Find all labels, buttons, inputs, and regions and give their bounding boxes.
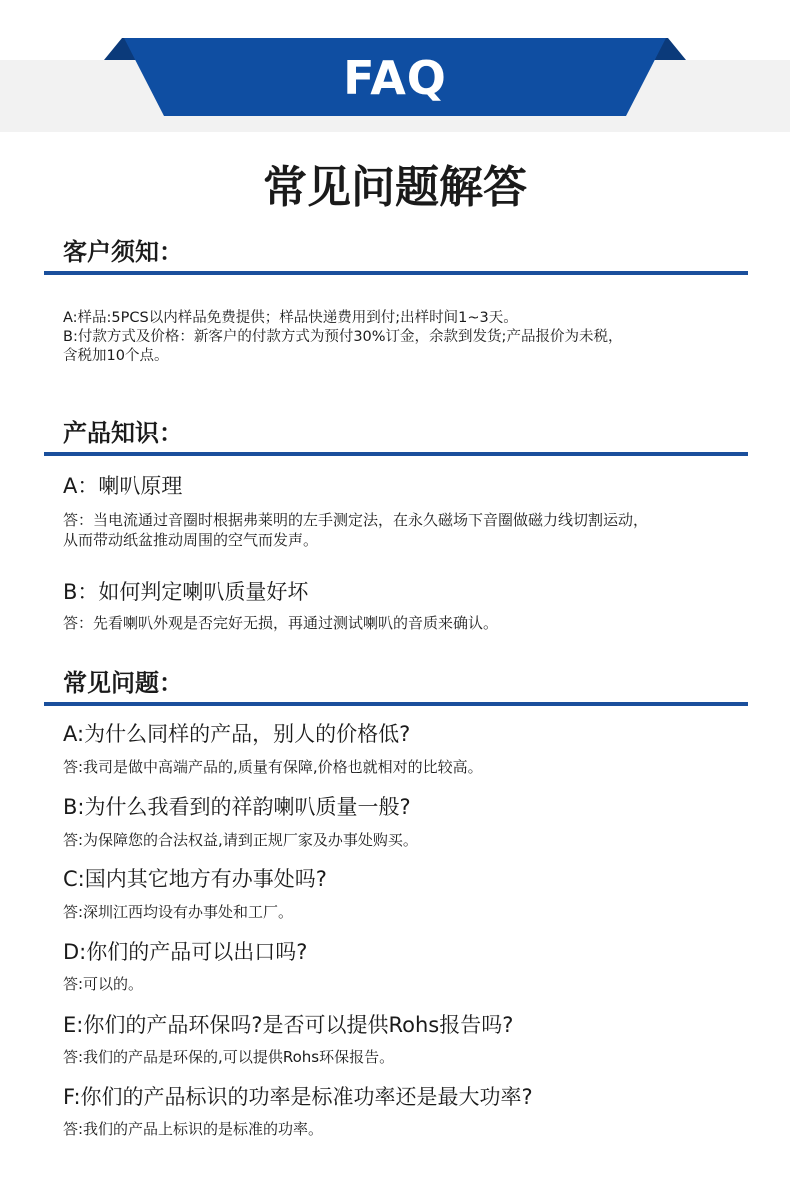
faq-question: B:为什么我看到的祥韵喇叭质量一般? [63, 795, 411, 819]
notice-line: B:付款方式及价格：新客户的付款方式为预付30%订金，余款到发货;产品报价为未税， [63, 329, 623, 345]
faq-question: F:你们的产品标识的功率是标准功率还是最大功率? [63, 1085, 533, 1109]
faq-answer [63, 510, 753, 550]
faq-answer: 答:我们的产品上标识的是标准的功率。 [63, 1120, 324, 1138]
faq-question: A：喇叭原理 [63, 474, 183, 498]
faq-title: FAQ [343, 51, 447, 105]
faq-answer-line: 从而带动纸盆推动周围的空气而发声。 [63, 531, 319, 549]
section-divider [44, 271, 748, 275]
notice-line: 含税加10个点。 [63, 348, 169, 364]
notice-line: A:样品:5PCS以内样品免费提供；样品快递费用到付;出样时间1~3天。 [63, 310, 518, 326]
section-heading-common: 常见问题： [63, 669, 183, 697]
faq-answer: 答:我们的产品是环保的,可以提供Rohs环保报告。 [63, 1048, 395, 1066]
faq-answer: 答:深圳江西均设有办事处和工厂。 [63, 903, 294, 921]
faq-answer [63, 613, 753, 633]
faq-answer: 答:我司是做中高端产品的,质量有保障,价格也就相对的比较高。 [63, 758, 483, 776]
faq-question: C:国内其它地方有办事处吗? [63, 867, 327, 891]
page-title: 常见问题解答 [263, 162, 527, 213]
notice-body [63, 309, 743, 366]
faq-answer: 答:可以的。 [63, 975, 144, 993]
section-heading-knowledge: 产品知识： [63, 419, 183, 447]
faq-question: B：如何判定喇叭质量好坏 [63, 580, 309, 604]
faq-question: E:你们的产品环保吗?是否可以提供Rohs报告吗? [63, 1013, 514, 1037]
faq-answer: 答:为保障您的合法权益,请到正规厂家及办事处购买。 [63, 831, 418, 849]
section-divider [44, 702, 748, 706]
faq-answer-line: 答：先看喇叭外观是否完好无损，再通过测试喇叭的音质来确认。 [63, 614, 499, 632]
faq-question: A:为什么同样的产品，别人的价格低? [63, 722, 411, 746]
faq-question: D:你们的产品可以出口吗? [63, 940, 308, 964]
faq-answer-line: 答：当电流通过音圈时根据弗莱明的左手测定法，在永久磁场下音圈做磁力线切割运动， [63, 511, 649, 529]
section-divider [44, 452, 748, 456]
section-heading-notice: 客户须知： [63, 238, 183, 266]
